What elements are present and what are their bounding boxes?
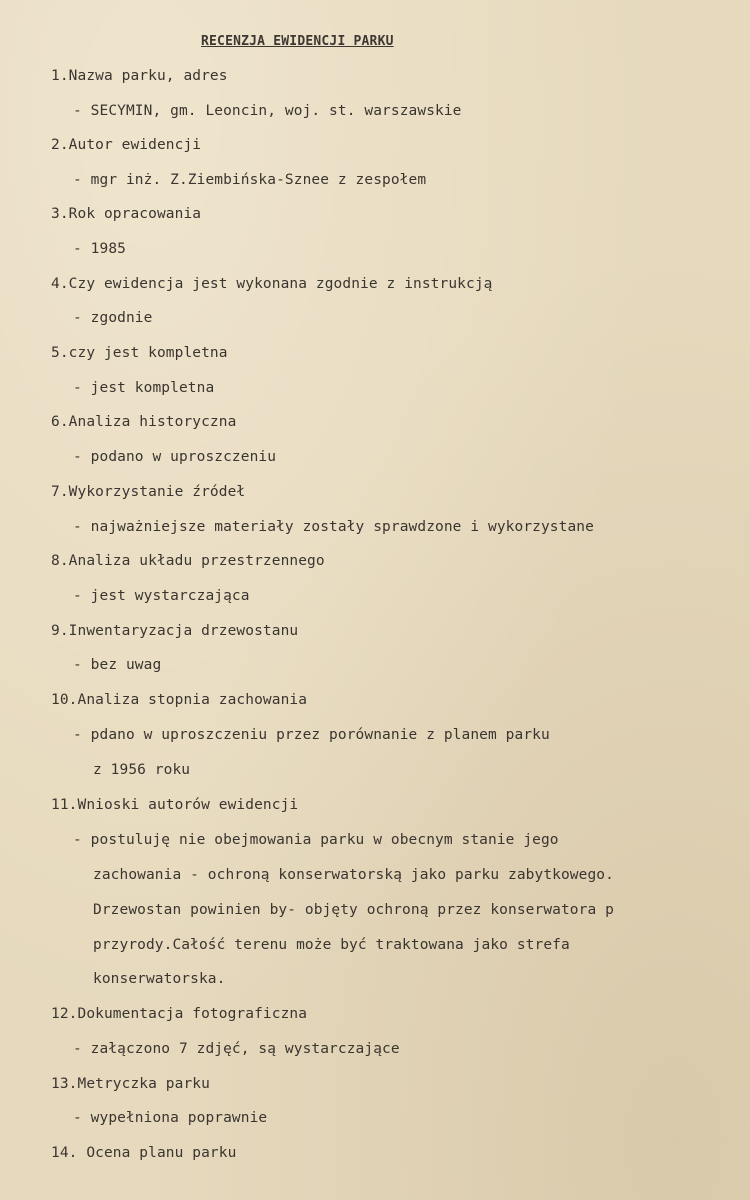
question-line: 4.Czy ewidencja jest wykonana zgodnie z instrukcją xyxy=(51,276,493,292)
document-title: RECENZJA EWIDENCJI PARKU xyxy=(201,34,394,49)
question-line: 6.Analiza historyczna xyxy=(51,414,237,430)
answer-line: - SECYMIN, gm. Leoncin, woj. st. warszawskie xyxy=(73,103,462,119)
question-line: 5.czy jest kompletna xyxy=(51,345,228,361)
answer-line: - podano w uproszczeniu xyxy=(73,449,277,465)
continuation-line: z 1956 roku xyxy=(93,762,191,778)
question-line: 10.Analiza stopnia zachowania xyxy=(51,692,308,708)
answer-line: - pdano w uproszczeniu przez porównanie z planem parku xyxy=(73,727,550,743)
question-line: 11.Wnioski autorów ewidencji xyxy=(51,797,299,813)
answer-line: - wypełniona poprawnie xyxy=(73,1110,268,1126)
question-line: 13.Metryczka parku xyxy=(51,1076,210,1092)
question-line: 1.Nazwa parku, adres xyxy=(51,68,228,84)
answer-line: - najważniejsze materiały zostały sprawdzone i wykorzystane xyxy=(73,519,594,535)
question-line: 8.Analiza układu przestrzennego xyxy=(51,553,325,569)
answer-line: - 1985 xyxy=(73,241,126,257)
answer-line: - zgodnie xyxy=(73,310,153,326)
answer-line: - postuluję nie obejmowania parku w obecnym stanie jego xyxy=(73,832,559,848)
continuation-line: zachowania - ochroną konserwatorską jako parku zabytkowego. xyxy=(93,867,614,883)
answer-line: - mgr inż. Z.Ziembińska-Sznee z zespołem xyxy=(73,172,427,188)
continuation-line: Drzewostan powinien by- objęty ochroną przez konserwatora p xyxy=(93,902,614,918)
question-line: 12.Dokumentacja fotograficzna xyxy=(51,1006,308,1022)
answer-line: - jest wystarczająca xyxy=(73,588,250,604)
question-line: 2.Autor ewidencji xyxy=(51,137,202,153)
question-line: 3.Rok opracowania xyxy=(51,206,202,222)
question-line: 14. Ocena planu parku xyxy=(51,1145,237,1161)
answer-line: - jest kompletna xyxy=(73,380,215,396)
answer-line: - załączono 7 zdjęć, są wystarczające xyxy=(73,1041,400,1057)
continuation-line: przyrody.Całość terenu może być traktowana jako strefa xyxy=(93,937,570,953)
continuation-line: konserwatorska. xyxy=(93,971,226,987)
question-line: 7.Wykorzystanie źródeł xyxy=(51,484,246,500)
answer-line: - bez uwag xyxy=(73,657,162,673)
question-line: 9.Inwentaryzacja drzewostanu xyxy=(51,623,299,639)
